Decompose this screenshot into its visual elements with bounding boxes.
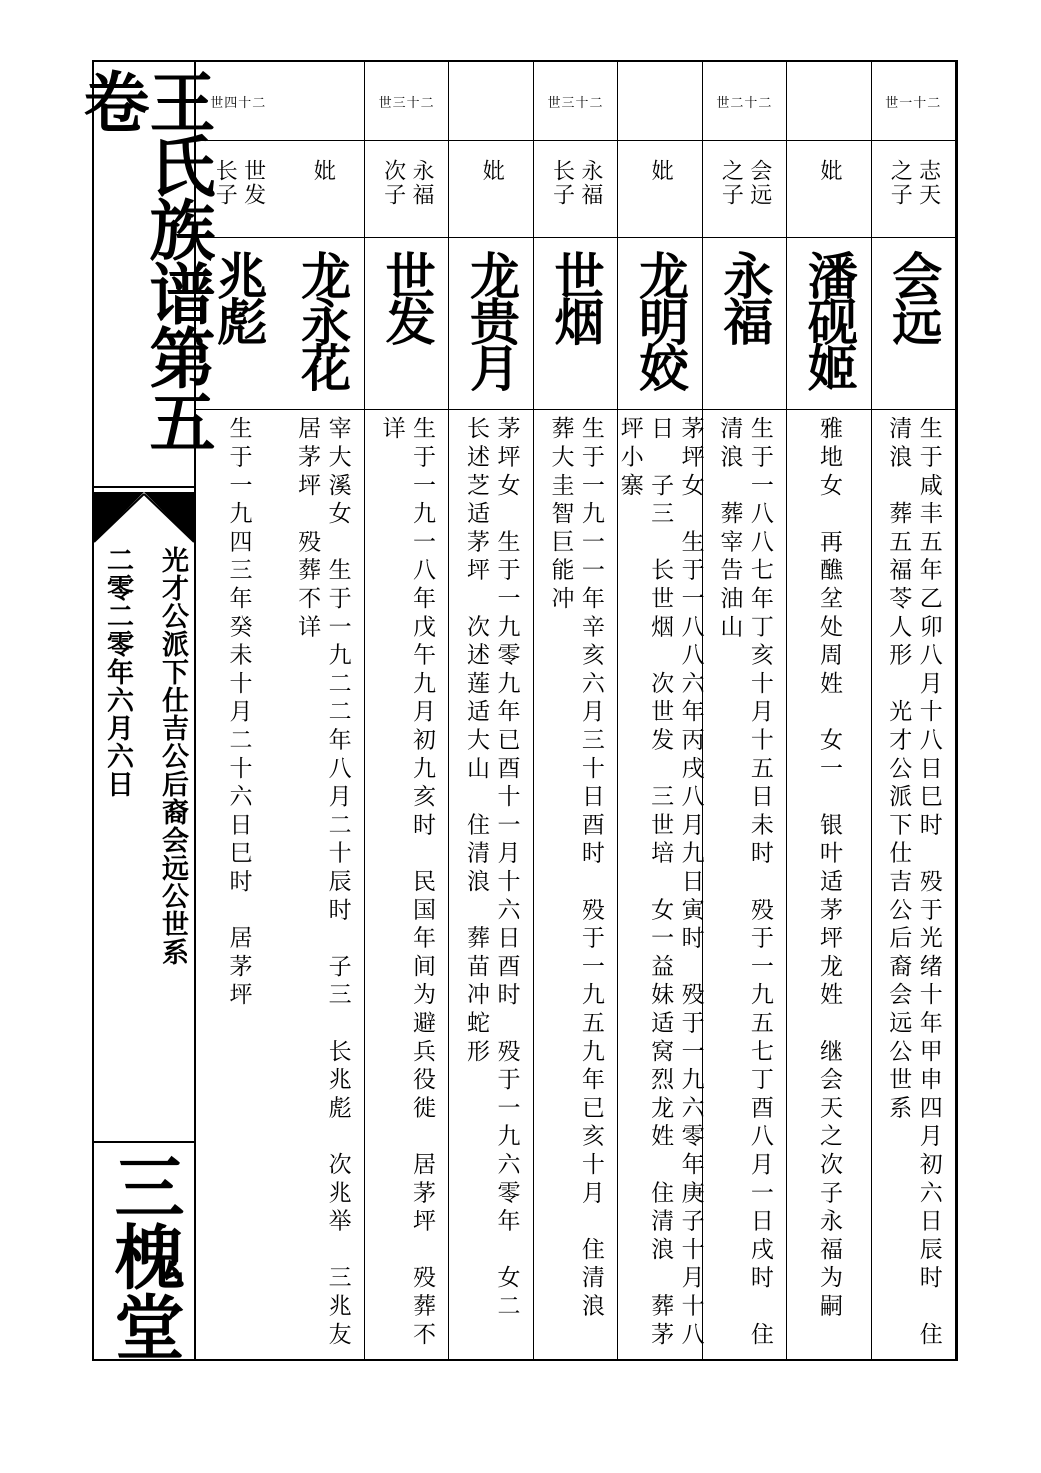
person-name [280,238,363,408]
biography-line: 生于一九四三年癸未十月二十六日巳时 居茅坪 [225,416,252,1011]
relation-text: 长子 [212,159,238,207]
genealogy-page-frame [72,60,958,1361]
relation-label [618,141,701,237]
biography-line: 茅坪女 生于一九零九年已酉十一月十六日酉时 殁于一九六零年 女二 [493,416,520,1322]
person-column [787,62,871,1359]
relation-label [196,141,280,237]
relation-label [787,141,870,237]
relation-text: 之子 [718,159,744,207]
relation-label [872,141,955,237]
generation-label [618,62,701,140]
generation-label [787,62,870,140]
person-name [872,238,955,408]
relation-text: 之子 [887,159,913,207]
title-sidebar [72,62,216,1361]
biography-line: 茅坪女 生于一八八六年丙戌八月九日寅时 殁于一九六零年庚子十月十八 [677,416,704,1350]
hall-name: 三槐堂 [103,1151,186,1361]
biography [365,410,448,1360]
lineage-subtitle: 光才公派下仕吉公后裔会远公世系 [157,546,188,966]
generation-label: 世二十二 [716,95,773,111]
biography [703,410,786,1360]
person-column [196,62,280,1359]
biography-line: 生于一八八七年丁亥十月十五日未时 殁于一九五七丁酉八月一日戌时 住 [746,416,773,1350]
biography-line: 居茅坪 殁葬不详 [294,416,321,643]
person-name-text: 潘砚姬 [799,250,859,388]
biography [534,410,617,1360]
biography-line: 日 子三 长世烟 次世发 三世培 女一益妹适窝烈龙姓 住清浪 葬茅 [647,416,674,1350]
person-name [787,238,870,408]
generation-label [280,62,363,140]
generation-label: 世四十二 [210,95,267,111]
relation-text: 志天 [915,159,941,207]
generation-label: 世三十二 [378,95,435,111]
person-name-text: 永福 [715,250,775,342]
generation-label: 世一十二 [885,95,942,111]
biography-line: 生于一九一一年辛亥六月三十日酉时 殁于一九五九年已亥十月 住清浪 [577,416,604,1322]
person-name [703,238,786,408]
biography [787,410,870,1360]
relation-text: 世发 [240,159,266,207]
person-name-text: 世烟 [546,250,606,342]
relation-text: 妣 [479,159,505,183]
biography-line: 葬大圭智巨能冲 [547,416,574,615]
biography-line: 长述芝适茅坪 次述莲适大山 住清浪 葬苗冲蛇形 [463,416,490,1067]
generation-label: 世三十二 [547,95,604,111]
relation-label [280,141,363,237]
book-title: 王氏族谱第五卷 [72,68,216,452]
relation-text: 会远 [746,159,772,207]
relation-text: 次子 [380,159,406,207]
person-column [280,62,364,1359]
biography-line: 生于一九一八年戊午九月初九亥时 民国年间为避兵役徙 居茅坪 殁葬不 [409,416,436,1350]
person-name [365,238,448,408]
relation-text: 永福 [408,159,434,207]
subtitle-block [94,546,194,1138]
person-name-text: 世发 [377,250,437,342]
biography [196,410,280,1360]
person-column [703,62,787,1359]
relation-label [365,141,448,237]
person-name-text: 龙明姣 [630,250,690,388]
person-name-text: 兆彪 [209,250,269,342]
relation-label [449,141,532,237]
person-column [365,62,449,1359]
relation-label [534,141,617,237]
relation-text: 妣 [648,159,674,183]
date-line: 二零二零年六月六日 [102,546,134,798]
biography [280,410,363,1360]
relation-text: 妣 [310,159,336,183]
relation-text: 妣 [817,159,843,183]
person-column [534,62,618,1359]
biography-line: 详 [378,416,405,445]
person-name [196,238,280,408]
biography-line: 坪小寨 [616,416,643,501]
divider [94,486,194,488]
person-name-text: 龙贵月 [462,250,522,388]
person-name [449,238,532,408]
generation-label [449,62,532,140]
ribbon-ornament [94,492,194,546]
relation-label [703,141,786,237]
person-name-text: 龙永花 [293,250,353,388]
biography-line: 雅地女 再醮坌处周姓 女一 银叶适茅坪龙姓 继会天之次子永福为嗣 [816,416,843,1322]
person-name [534,238,617,408]
person-column [872,62,956,1359]
biography-line: 生于咸丰五年乙卯八月十八日巳时 殁于光绪十年甲申四月初六日辰时 住 [915,416,942,1350]
biography-line: 宰大溪女 生于一九二二年八月二十辰时 子三 长兆彪 次兆举 三兆友 [324,416,351,1350]
person-column [618,62,702,1359]
biography [449,410,532,1360]
relation-text: 长子 [549,159,575,207]
relation-text: 永福 [577,159,603,207]
biography [872,410,955,1360]
biography-line: 清浪 葬五福苓人形 光才公派下仕吉公后裔会远公世系 [885,416,912,1124]
person-name-text: 会远 [884,250,944,342]
biography [616,410,704,1360]
person-column [449,62,533,1359]
biography-line: 清浪 葬宰告油山 [716,416,743,643]
person-name [618,238,701,408]
